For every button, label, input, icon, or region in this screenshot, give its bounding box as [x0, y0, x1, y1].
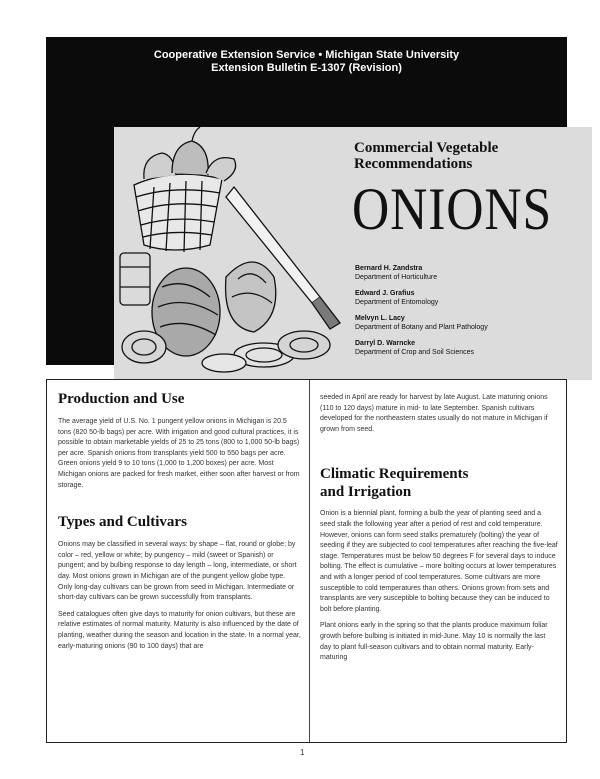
subtitle-line: Commercial Vegetable: [354, 140, 499, 156]
cover-title: ONIONS: [352, 176, 553, 242]
cover-panel: [114, 127, 592, 380]
types-paragraph-continued: seeded in April are ready for harvest by late August. Late maturing onions (110 to 120 days) mature in mid- to late September. Spanish cultivars developed for the northeastern states usually do not mature in Michigan if grown from seed.: [320, 394, 548, 433]
onion-basket-illustration: [114, 127, 346, 380]
heading-line: and Irrigation: [320, 484, 412, 501]
author-department: Department of Crop and Soil Sciences: [355, 349, 475, 356]
column-divider: [309, 380, 310, 742]
cover-subtitle: [354, 140, 584, 172]
production-paragraph: The average yield of U.S. No. 1 pungent yellow onions in Michigan is 20.5 tons (820 50-lb bags) per acre. With irrigation and good cultural practices, it is possible to obtain marketable yields of 25 to 25 tons (800 to 1,000 50-lb bags) per acre. Spanish onions from transplants yield 500 to 550 bags per acre. Green onions yield 9 to 10 tons (1,000 to 1,200 boxes) per acre. Most Michigan onions are packed for fresh market, either soon after harvest or from storage.: [58, 418, 300, 489]
types-paragraph: Onions may be classified in several ways: by shape – flat, round or globe; by color – red, yellow or white; by pungency – mild (sweet or Spanish) or pungent; and by bulbing response to day length – long, intermediate, or short day. Most onions grown in Michigan are of the pungent yellow globe type. Only long-day cultivars can be grown from seed in Michigan. Intermediate or short-day cultivars can be grown successfully from transplants.: [58, 541, 297, 602]
climatic-paragraph: Plant onions early in the spring so that the plants produce maximum foliar growth before bulbing is initiated in mid-June. May 10 is normally the last day to plant full-season cultivars and to obtain normal maturity. Early-maturing: [320, 622, 548, 662]
subtitle-line: Recommendations: [354, 156, 473, 172]
author-entry: [355, 289, 590, 307]
climatic-paragraph: Onion is a biennial plant, forming a bulb the year of planting seed and a seed stalk the following year after a period of rest and cold temperature. However, onions can form seed stalks prematurely (bolting) the year of seeding if they are subjected to cool temperatures after reaching the five-leaf stage. Temperatures must be below 50 degrees F for several days to induce bolting. The effect is cumulative – more bolting occurs at lower temperatures and with a longer period of cool temperatures. Some cultivars are more susceptible to cold temperatures than others. Onions grown from sets and transplants are very susceptible to bolting because they can be induced to bolt before planting.: [320, 510, 558, 613]
author-entry: [355, 264, 590, 282]
bulletin-number: Extension Bulletin E-1307 (Revision): [211, 62, 402, 74]
author-name: Edward J. Grafius: [355, 290, 415, 297]
author-department: Department of Entomology: [355, 299, 439, 306]
author-entry: [355, 314, 590, 332]
section-heading-production: Production and Use: [58, 391, 185, 407]
publisher-line: Cooperative Extension Service • Michigan State University: [153, 49, 460, 61]
heading-line: Climatic Requirements: [320, 466, 469, 483]
author-department: Department of Horticulture: [355, 274, 438, 281]
publisher-header: [46, 49, 567, 75]
right-column: [320, 380, 558, 664]
author-entry: [355, 339, 590, 357]
article-body-frame: [46, 379, 567, 743]
author-department: Department of Botany and Plant Pathology: [355, 324, 488, 331]
author-name: Darryl D. Warncke: [355, 340, 416, 347]
author-list: [355, 264, 590, 364]
page-number: 1: [300, 748, 305, 757]
left-column: [58, 380, 301, 652]
section-heading-types: Types and Cultivars: [58, 514, 187, 531]
cover-header-band: [46, 37, 567, 365]
author-name: Melvyn L. Lacy: [355, 315, 405, 322]
types-paragraph: Seed catalogues often give days to maturity for onion cultivars, but these are relative estimates of normal maturity. Maturity is also influenced by the date of planting, weather during the season and location in the state. In a normal year, early-maturing onions (90 to 100 days) that are: [58, 610, 301, 650]
author-name: Bernard H. Zandstra: [355, 265, 423, 272]
section-heading-climatic: [320, 465, 558, 501]
